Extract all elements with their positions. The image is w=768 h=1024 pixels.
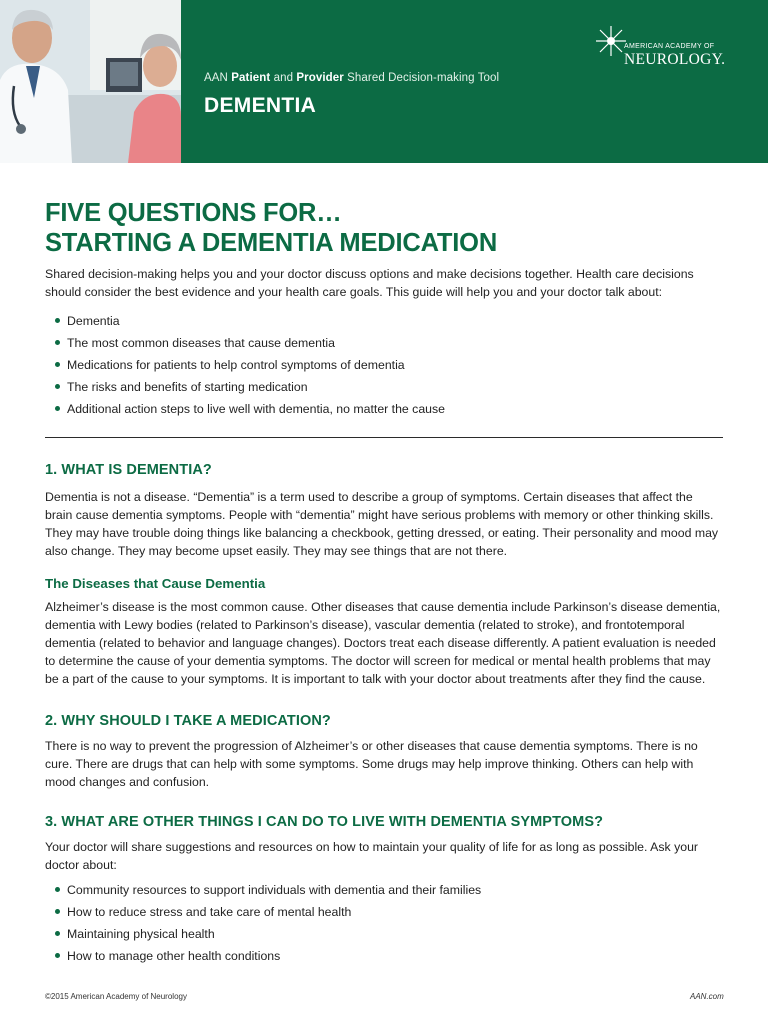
list-item: Medications for patients to help control symptoms of dementia <box>55 354 723 376</box>
photo-illustration <box>0 0 181 163</box>
section-2-heading: 2. WHY SHOULD I TAKE A MEDICATION? <box>45 713 331 729</box>
section-1-sub-body: Alzheimer’s disease is the most common cause. Other diseases that cause dementia include Parkinson’s disease dementia, dementia with Lewy bodies (related to Parkinson’s disease), vascular dementia (related to stroke), and frontotemporal dementia (related to behavior and language changes). Doctors treat each disease differently. A patient evaluation is needed to determine the cause of your dementia symptoms. The doctor will screen for medical or mental health problems that may be a part of the cause to your symptoms. It is important to talk with your doctor about treatments after they find the cause. <box>45 600 721 686</box>
section-1-body: Dementia is not a disease. “Dementia” is a term used to describe a group of symptoms. Certain diseases that affect the brain cause dementia symptoms. People with “dementia” might have serious problems with memory or other thinking skills. They may have trouble doing things like balancing a checkbook, getting dressed, or eating. Their personality and mood may also change. They may become upset easily. They may see things that are not there. <box>45 490 719 558</box>
section-3-body: Your doctor will share suggestions and resources on how to maintain your quality of life for as long as possible. Ask your doctor about: <box>45 840 699 872</box>
list-item: The risks and benefits of starting medication <box>55 376 723 398</box>
list-item: Dementia <box>55 310 723 332</box>
list-item: Additional action steps to live well with dementia, no matter the cause <box>55 398 723 420</box>
aan-logo <box>594 24 734 72</box>
page-title-line-1: FIVE QUESTIONS FOR… <box>45 199 342 227</box>
neuron-star-icon <box>594 24 628 58</box>
intro-paragraph: Shared decision-making helps you and your doctor discuss options and make decisions together. Health care decisions should consider the best evidence and your health care goals. This guide will help you and your doctor talk about: <box>45 267 694 299</box>
list-item: The most common diseases that cause dementia <box>55 332 723 354</box>
list-item: Maintaining physical health <box>55 923 723 945</box>
list-item: Community resources to support individuals with dementia and their families <box>55 879 723 901</box>
section-1-heading: 1. WHAT IS DEMENTIA? <box>45 462 212 478</box>
footer-copyright: ©2015 American Academy of Neurology <box>45 992 187 1001</box>
section-1-subheading: The Diseases that Cause Dementia <box>45 576 266 591</box>
doctor-patient-photo <box>0 0 181 163</box>
header-title: DEMENTIA <box>204 94 317 117</box>
tool-subtitle: AAN Patient and Provider Shared Decision-making Tool <box>204 72 500 84</box>
header-banner <box>0 0 768 163</box>
section-3-heading: 3. WHAT ARE OTHER THINGS I CAN DO TO LIVE WITH DEMENTIA SYMPTOMS? <box>45 814 604 830</box>
list-item: How to manage other health conditions <box>55 945 723 967</box>
logo-text-top: AMERICAN ACADEMY OF <box>624 43 715 50</box>
section-2-body: There is no way to prevent the progression of Alzheimer’s or other diseases that cause dementia symptoms. There is no cure. There are drugs that can help with some symptoms. Some drugs may help improve thinking. Others can help with mood changes and confusion. <box>45 739 698 789</box>
footer-site-link[interactable]: AAN.com <box>690 992 724 1001</box>
page-title <box>45 198 723 258</box>
section-divider <box>45 437 723 438</box>
list-item: How to reduce stress and take care of mental health <box>55 901 723 923</box>
page-title-line-2: STARTING A DEMENTIA MEDICATION <box>45 229 498 257</box>
section-3-bullet-list <box>45 879 723 967</box>
intro-bullet-list <box>45 310 723 420</box>
logo-text-main: NEUROLOGY. <box>624 51 726 68</box>
main-content <box>45 198 723 967</box>
